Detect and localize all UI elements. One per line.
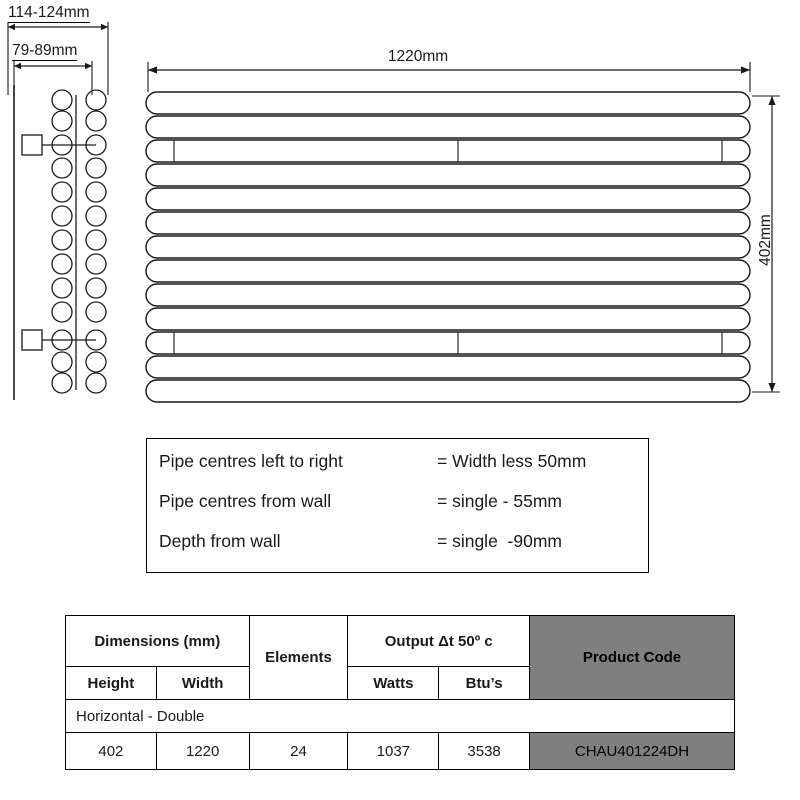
- legend-label: Depth from wall: [159, 531, 281, 551]
- table-row: [66, 733, 735, 770]
- width-dimension: [148, 62, 750, 92]
- legend-value: = single -90mm: [437, 531, 562, 551]
- legend-row: [159, 531, 648, 571]
- header-btus: Btu’s: [439, 667, 530, 700]
- header-dimensions: Dimensions (mm): [66, 616, 250, 667]
- table-header-row-1: [66, 616, 735, 667]
- cell-product-code: CHAU401224DH: [529, 733, 734, 770]
- legend-row: [159, 451, 648, 491]
- height-label: 402mm: [757, 214, 774, 266]
- legend-label: Pipe centres left to right: [159, 451, 343, 471]
- legend-value: = Width less 50mm: [437, 451, 587, 471]
- cell-watts: 1037: [348, 733, 439, 770]
- legend-row: [159, 491, 648, 531]
- header-width: Width: [156, 667, 249, 700]
- header-height: Height: [66, 667, 157, 700]
- section-label: Horizontal - Double: [66, 700, 735, 733]
- pipe-centres-legend: [146, 438, 649, 573]
- cell-btus: 3538: [439, 733, 530, 770]
- legend-label: Pipe centres from wall: [159, 491, 332, 511]
- front-view-tubes: [146, 92, 750, 402]
- header-watts: Watts: [348, 667, 439, 700]
- specification-table: [65, 615, 735, 770]
- width-label: 1220mm: [387, 48, 449, 65]
- legend-value: = single - 55mm: [437, 491, 562, 511]
- header-product-code: Product Code: [529, 616, 734, 700]
- header-output: Output Δt 50º c: [348, 616, 530, 667]
- depth-inner-label: 79-89mm: [12, 42, 78, 59]
- cell-height: 402: [66, 733, 157, 770]
- depth-outer-label: 114-124mm: [8, 4, 90, 21]
- header-elements: Elements: [249, 616, 348, 700]
- cell-width: 1220: [156, 733, 249, 770]
- front-view-joint-lines: [174, 140, 722, 354]
- table-section-row: [66, 700, 735, 733]
- cell-elements: 24: [249, 733, 348, 770]
- side-view-tube-circles: [52, 90, 106, 393]
- side-view-brackets: [22, 95, 96, 390]
